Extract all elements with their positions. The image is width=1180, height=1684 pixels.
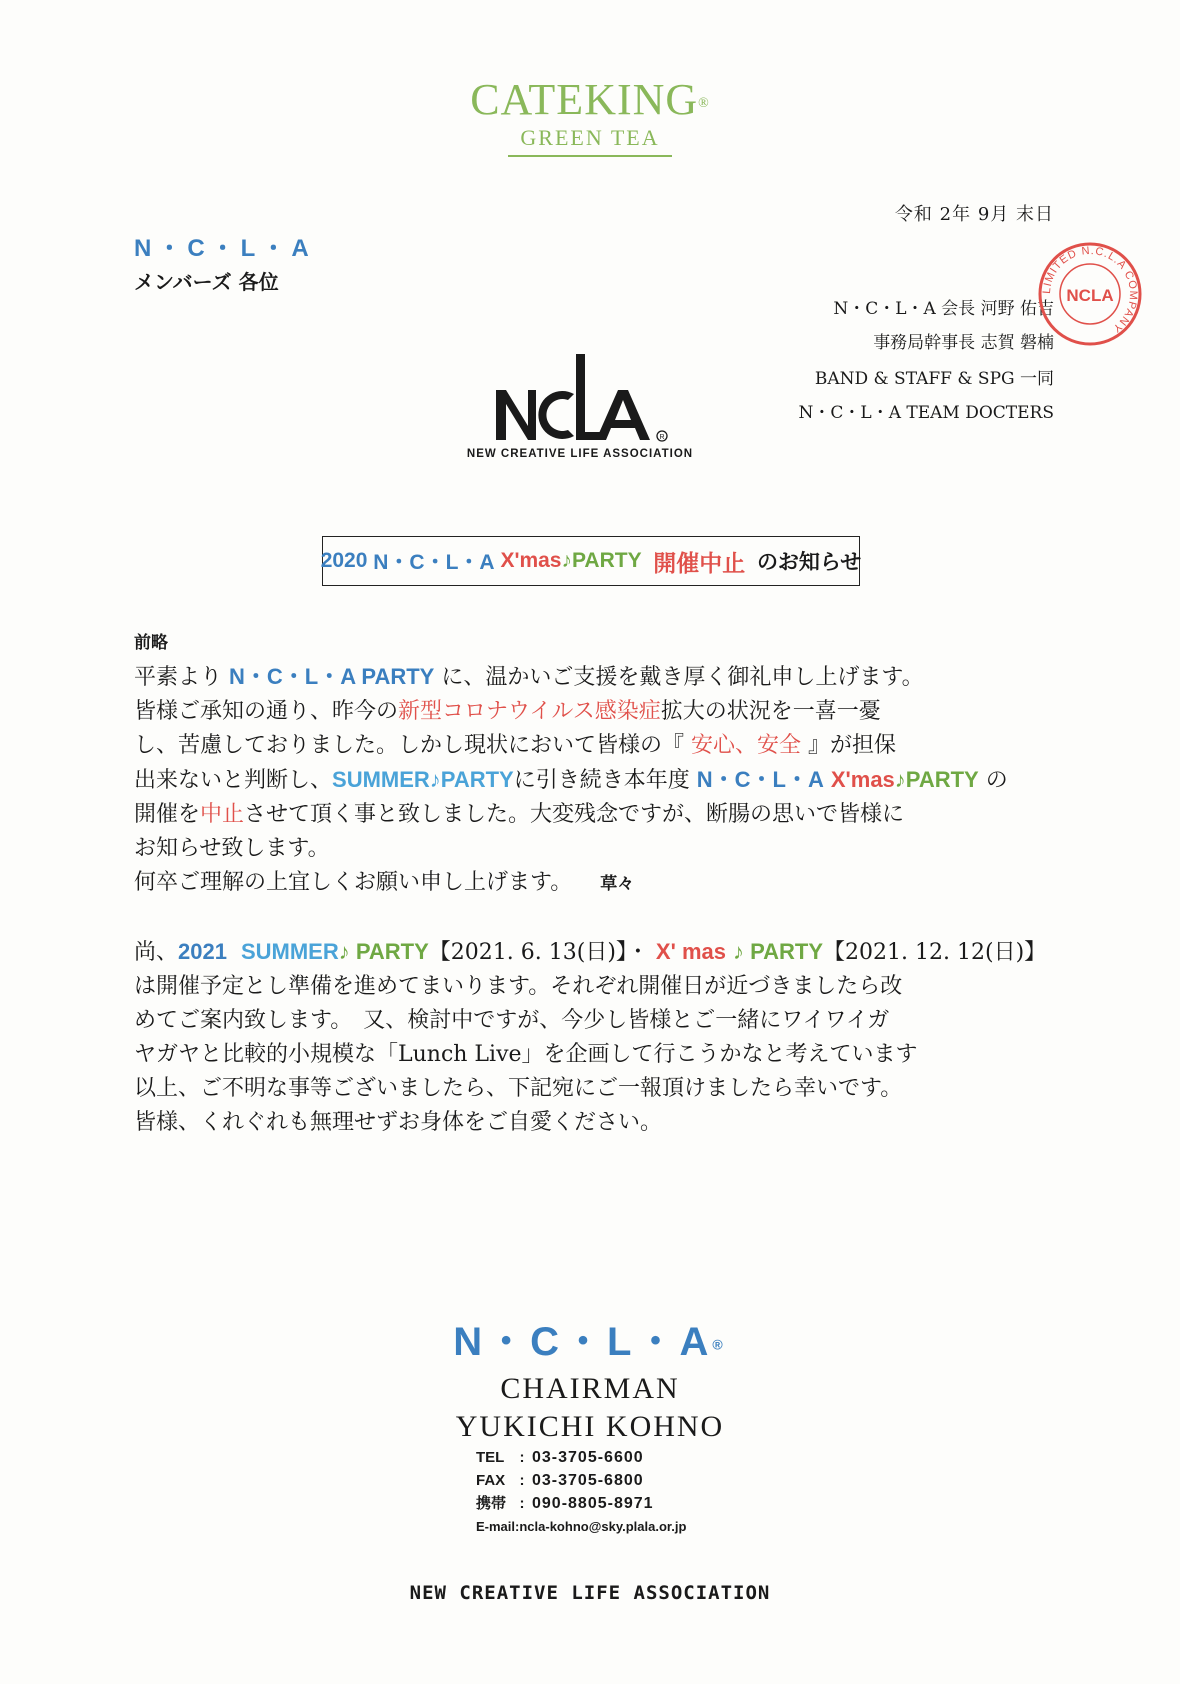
logo-subtitle: NEW CREATIVE LIFE ASSOCIATION bbox=[466, 448, 694, 460]
recipient-members: メンバーズ 各位 bbox=[134, 270, 279, 294]
body-line: 開催を中止させて頂く事と致しました。大変残念ですが、断腸の思いで皆様に bbox=[134, 802, 905, 827]
body-line: 出来ないと判断し、SUMMER♪PARTYに引き続き本年度 N・C・L・A X'mas♪PARTY の bbox=[134, 767, 1008, 793]
recipient-org: N・C・L・A bbox=[134, 235, 315, 262]
cateking-logo bbox=[0, 74, 1180, 157]
contact-email: E-mail:ncla-kohno@sky.plala.or.jp bbox=[476, 1519, 687, 1534]
brand-name: CATEKING bbox=[470, 75, 699, 124]
body-line: し、苦慮しておりました。しかし現状において皆様の『 安心、安全 』が担保 bbox=[134, 733, 897, 758]
sender-line: BAND & STAFF & SPG 一同 bbox=[814, 369, 1054, 389]
body-line: 尚、2021 SUMMER♪ PARTY【2021. 6. 13(日)】・ X' mas ♪ PARTY【2021. 12. 12(日)】 bbox=[134, 939, 1047, 965]
notice-title: 2020 N・C・L・A X'mas ♪ PARTY 開催中止 のお知らせ bbox=[322, 536, 860, 586]
contact-fax: FAX : 03-3705-6800 bbox=[476, 1472, 644, 1489]
stamp-center-text: NCLA bbox=[1066, 286, 1114, 305]
greeting: 前略 bbox=[134, 633, 168, 653]
footer-association: NEW CREATIVE LIFE ASSOCIATION bbox=[409, 1582, 771, 1604]
body-line: 何卒ご理解の上宜しくお願い申し上げます。 草々 bbox=[134, 870, 635, 895]
chairman-name: YUKICHI KOHNO bbox=[455, 1410, 725, 1443]
contact-block bbox=[476, 1446, 686, 1538]
svg-text:R: R bbox=[659, 434, 665, 441]
contact-mobile: 携帯 : 090-8805-8971 bbox=[476, 1495, 654, 1512]
stamp-ring-text: LIMITED N.C.L.A COMPANY bbox=[1040, 244, 1140, 335]
letter-body bbox=[134, 626, 1064, 1140]
contact-tel: TEL : 03-3705-6600 bbox=[476, 1449, 644, 1466]
body-line: 以上、ご不明な事等ございましたら、下記宛にご一報頂けましたら幸いです。 bbox=[134, 1076, 903, 1101]
sender-line: N・C・L・A 会長 河野 佑吉 bbox=[833, 299, 1054, 319]
company-seal-stamp bbox=[1036, 240, 1144, 348]
sender-line: N・C・L・A TEAM DOCTERS bbox=[798, 403, 1054, 423]
body-line: めてご案内致します。 又、検討中ですが、今少し皆様とご一緒にワイワイガ bbox=[134, 1008, 890, 1033]
ncla-logo bbox=[476, 348, 676, 448]
body-line: 平素より N・C・L・A PARTY に、温かいご支援を戴き厚く御礼申し上げます。 bbox=[134, 664, 924, 690]
body-line: 皆様ご承知の通り、昨今の新型コロナウイルス感染症拡大の状況を一喜一憂 bbox=[134, 699, 881, 724]
body-line: ヤガヤと比較的小規模な「Lunch Live」を企画して行こうかなと考えています bbox=[134, 1042, 918, 1067]
brand-mark: ® bbox=[698, 95, 710, 111]
brand-sub: GREEN TEA bbox=[508, 125, 671, 157]
body-line: は開催予定とし準備を進めてまいります。それぞれ開催日が近づきましたら改 bbox=[134, 974, 903, 999]
sender-line: 事務局幹事長 志賀 磐楠 bbox=[873, 333, 1054, 353]
letter-date: 令和 2年 9月 末日 bbox=[894, 204, 1054, 225]
chairman-role: CHAIRMAN bbox=[500, 1372, 680, 1405]
body-line: お知らせ致します。 bbox=[134, 836, 330, 861]
footer-org: N・C・L・A® bbox=[453, 1320, 727, 1364]
footer-signature bbox=[0, 1370, 1180, 1446]
body-line: 皆様、くれぐれも無理せずお身体をご自愛ください。 bbox=[134, 1110, 663, 1135]
